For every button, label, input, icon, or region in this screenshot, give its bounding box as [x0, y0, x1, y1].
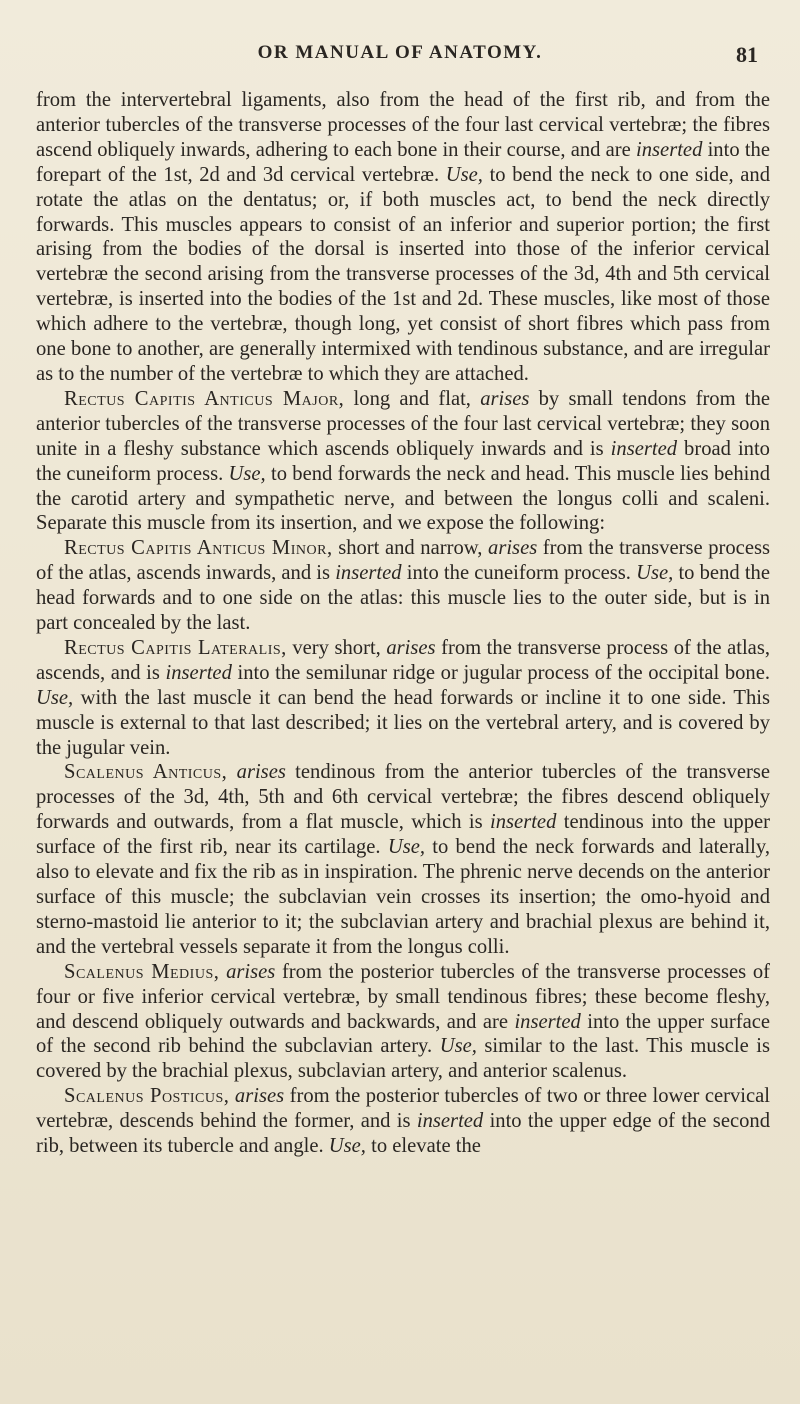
text-run: broad into the cuneiform process.	[36, 437, 770, 485]
text-run: to elevate the	[365, 1135, 481, 1158]
text-run: similar to the last. This muscle is covered by the brachial plexus, subclavian artery, and anterior scalenus.	[36, 1035, 771, 1083]
page-number: 81	[736, 42, 758, 67]
paragraph-rectus-capitis-lateralis	[36, 636, 770, 761]
italic-term: inserted	[335, 562, 402, 585]
text-run: to bend the neck forwards and laterally, also to elevate and fix the rib as in inspiration. The phrenic nerve decends on the anterior surface of this muscle; the subclavian vein crosses its insertion; the omo-hyoid and sterno-mastoid lie anterior to it; the subclavian artery and brachial plexus are behind it, and the vertebral vessels separate it from the longus colli.	[36, 836, 770, 958]
text-run: with the last muscle it can bend the head forwards or incline it to one side. This muscle is external to that last described; it lies on the vertebral artery, and is covered by the jugular vein.	[36, 686, 770, 759]
italic-term: Use,	[387, 836, 426, 859]
italic-term: inserted	[416, 1110, 484, 1133]
text-run: from the transverse process of the atlas, ascends, and is	[36, 636, 770, 684]
muscle-name: Scalenus Medius,	[64, 960, 220, 983]
paragraph-rectus-capitis-anticus-minor	[36, 536, 770, 636]
text-run: short and narrow,	[332, 537, 489, 560]
paragraph-rectus-capitis-anticus-major	[36, 387, 770, 536]
text-run: tendinous into the upper surface of the first rib, near its cartilage.	[36, 811, 770, 859]
text-run: into the semilunar ridge or jugular process of the occipital bone.	[231, 661, 771, 684]
text-run	[227, 761, 236, 783]
italic-term: inserted	[490, 811, 557, 834]
page-header	[0, 42, 800, 72]
text-run: into the cuneiform process.	[401, 562, 637, 585]
italic-term: arises	[386, 636, 436, 659]
italic-term: Use,	[228, 462, 266, 485]
italic-term: inserted	[165, 661, 232, 684]
text-run: from the intervertebral ligaments, also from the head of the first rib, and from the anterior tubercles of the transverse processes of the four last cervical vertebræ; the fibres ascend obliquely inwards, adhering to each bone in their course, and are	[36, 89, 770, 161]
paragraph-scalenus-anticus	[36, 760, 770, 959]
muscle-name: Scalenus Posticus,	[64, 1085, 230, 1108]
italic-term: Use,	[636, 562, 674, 585]
italic-term: arises	[236, 761, 286, 784]
text-run: to bend the neck to one side, and rotate the atlas on the dentatus; or, if both muscles act, to bend the neck directly forwards. This muscles appears to consist of an inferior and superior portion; the first arising from the bodies of the dorsal is inserted into those of the inferior cervical vertebræ the second arising from the transverse processes of the 3d, 4th and 5th cervical vertebræ, is inserted into the bodies of the 1st and 2d. These muscles, like most of those which adhere to the vertebræ, though long, yet consist of short fibres which pass from one bone to another, are generally intermixed with tendinous substance, and are irregular as to the number of the vertebræ to which they are attached.	[36, 163, 770, 385]
italic-term: arises	[226, 960, 276, 983]
body-text	[36, 88, 770, 1159]
italic-term: Use,	[36, 686, 74, 709]
italic-term: Use,	[445, 163, 483, 186]
text-run: into the forepart of the 1st, 2d and 3d cervical vertebræ.	[36, 138, 770, 186]
italic-term: inserted	[610, 437, 678, 460]
muscle-name: Scalenus Anticus,	[64, 761, 228, 784]
text-run: by small tendons from the anterior tubercles of the transverse processes of the four last cervical vertebræ; they soon unite in a fleshy substance which ascends obliquely inwards and is	[36, 387, 771, 460]
italic-term: Use,	[328, 1135, 366, 1158]
text-run: from the posterior tubercles of the transverse processes of four or five inferior cervical vertebræ, by small tendinous fibres; these become fleshy, and descend obliquely outwards and backwards, and are	[36, 960, 770, 1033]
italic-term: inserted	[514, 1010, 581, 1033]
italic-term: inserted	[636, 138, 703, 161]
muscle-name: Rectus Capitis Lateralis,	[64, 636, 287, 659]
italic-term: arises	[234, 1085, 285, 1108]
italic-term: arises	[480, 387, 530, 410]
running-head: OR MANUAL OF ANATOMY.	[257, 42, 543, 63]
paragraph-intervertebral	[36, 88, 770, 387]
muscle-name: Rectus Capitis Anticus Minor,	[64, 537, 333, 560]
text-run: into the upper edge of the second rib, between its tubercle and angle.	[36, 1110, 770, 1158]
italic-term: Use,	[439, 1035, 477, 1058]
italic-term: arises	[488, 537, 538, 560]
text-run: to bend forwards the neck and head. This muscle lies behind the carotid artery and sympathetic nerve, and between the longus colli and scaleni. Separate this muscle from its insertion, and we expose the following:	[36, 462, 770, 535]
text-run: from the posterior tubercles of two or three lower cervical vertebræ, descends behind the former, and is	[36, 1085, 770, 1133]
paragraph-scalenus-posticus	[36, 1084, 770, 1159]
text-run: very short,	[286, 636, 387, 659]
text-run: tendinous from the anterior tubercles of the transverse processes of the 3d, 4th, 5th and 6th cervical vertebræ; the fibres descend obliquely forwards and outwards, from a flat muscle, which is	[36, 761, 770, 834]
text-run: to bend the head forwards and to one side on the atlas: this muscle lies to the outer side, but is in part concealed by the last.	[36, 562, 770, 635]
text-run: into the upper surface of the second rib behind the subclavian artery.	[36, 1010, 770, 1058]
muscle-name: Rectus Capitis Anticus Major,	[64, 387, 345, 410]
paragraph-scalenus-medius	[36, 960, 770, 1085]
text-run: long and flat,	[344, 387, 481, 410]
text-run: from the transverse process of the atlas, ascends inwards, and is	[36, 537, 770, 585]
